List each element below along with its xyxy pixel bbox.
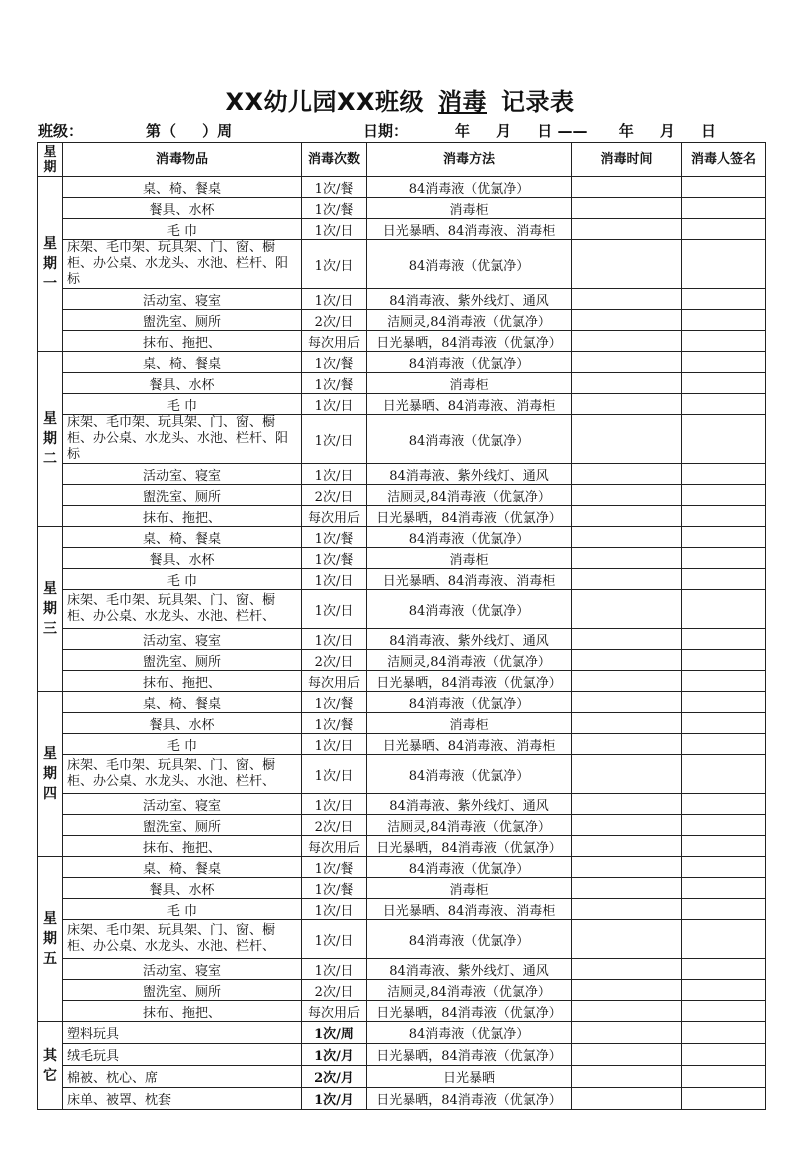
table-row [38, 836, 766, 857]
frequency-cell: 每次用后 [302, 1001, 367, 1022]
method-cell: 消毒柜 [367, 198, 572, 219]
frequency-cell: 1次/日 [302, 569, 367, 590]
table-row [38, 794, 766, 815]
signature-cell[interactable] [682, 1066, 766, 1088]
time-cell[interactable] [572, 394, 682, 415]
title-prefix: XX幼儿园XX班级 [225, 88, 424, 116]
frequency-cell: 2次/日 [302, 815, 367, 836]
item-cell: 盥洗室、厕所 [63, 980, 302, 1001]
time-cell[interactable] [572, 485, 682, 506]
signature-cell[interactable] [682, 836, 766, 857]
frequency-cell: 1次/日 [302, 394, 367, 415]
frequency-cell: 1次/餐 [302, 177, 367, 198]
method-cell: 84消毒液（优氯净） [367, 527, 572, 548]
class-label: 班级： [38, 122, 84, 140]
header-time: 消毒时间 [572, 143, 682, 177]
signature-cell[interactable] [682, 394, 766, 415]
time-cell[interactable] [572, 878, 682, 899]
signature-cell[interactable] [682, 219, 766, 240]
frequency-cell: 1次/日 [302, 959, 367, 980]
item-cell: 毛 巾 [63, 219, 302, 240]
signature-cell[interactable] [682, 198, 766, 219]
time-cell[interactable] [572, 219, 682, 240]
table-row [38, 1022, 766, 1044]
method-cell: 洁厕灵,84消毒液（优氯净） [367, 980, 572, 1001]
table-row [38, 1088, 766, 1110]
table-row [38, 1066, 766, 1088]
title-underlined: 消毒 [438, 88, 487, 116]
frequency-cell: 2次/日 [302, 650, 367, 671]
frequency-cell: 2次/日 [302, 485, 367, 506]
time-cell[interactable] [572, 899, 682, 920]
date-range: 年 月 日 —— 年 月 日 [455, 122, 716, 140]
signature-cell[interactable] [682, 713, 766, 734]
item-cell: 棉被、枕心、席 [63, 1066, 302, 1088]
header-method: 消毒方法 [367, 143, 572, 177]
method-cell: 84消毒液、紫外线灯、通风 [367, 794, 572, 815]
table-row [38, 527, 766, 548]
method-cell: 洁厕灵,84消毒液（优氯净） [367, 310, 572, 331]
time-cell[interactable] [572, 1001, 682, 1022]
signature-cell[interactable] [682, 464, 766, 485]
frequency-cell: 2次/日 [302, 310, 367, 331]
frequency-cell: 1次/日 [302, 899, 367, 920]
method-cell: 84消毒液（优氯净） [367, 755, 572, 794]
item-cell: 床架、毛巾架、玩具架、门、窗、橱柜、办公桌、水龙头、水池、栏杆、阳标 [63, 415, 302, 464]
signature-cell[interactable] [682, 289, 766, 310]
time-cell[interactable] [572, 836, 682, 857]
item-cell: 盥洗室、厕所 [63, 310, 302, 331]
signature-cell[interactable] [682, 240, 766, 289]
signature-cell[interactable] [682, 590, 766, 629]
weekday-cell: 星期二 [38, 352, 63, 527]
time-cell[interactable] [572, 629, 682, 650]
signature-cell[interactable] [682, 177, 766, 198]
table-body [38, 177, 766, 1110]
table-row [38, 650, 766, 671]
signature-cell[interactable] [682, 734, 766, 755]
frequency-cell: 1次/日 [302, 590, 367, 629]
frequency-cell: 每次用后 [302, 671, 367, 692]
item-cell: 毛 巾 [63, 394, 302, 415]
method-cell: 84消毒液、紫外线灯、通风 [367, 959, 572, 980]
item-cell: 绒毛玩具 [63, 1044, 302, 1066]
signature-cell[interactable] [682, 920, 766, 959]
item-cell: 床架、毛巾架、玩具架、门、窗、橱柜、办公桌、水龙头、水池、栏杆、阳标 [63, 240, 302, 289]
item-cell: 餐具、水杯 [63, 713, 302, 734]
method-cell: 洁厕灵,84消毒液（优氯净） [367, 815, 572, 836]
item-cell: 塑料玩具 [63, 1022, 302, 1044]
signature-cell[interactable] [682, 899, 766, 920]
table-row [38, 692, 766, 713]
signature-cell[interactable] [682, 650, 766, 671]
frequency-cell: 1次/日 [302, 415, 367, 464]
time-cell[interactable] [572, 1088, 682, 1110]
signature-cell[interactable] [682, 1088, 766, 1110]
signature-cell[interactable] [682, 671, 766, 692]
frequency-cell: 1次/日 [302, 794, 367, 815]
signature-cell[interactable] [682, 415, 766, 464]
frequency-cell: 1次/日 [302, 464, 367, 485]
method-cell: 消毒柜 [367, 373, 572, 394]
signature-cell[interactable] [682, 373, 766, 394]
method-cell: 日光暴晒、84消毒液、消毒柜 [367, 899, 572, 920]
method-cell: 84消毒液（优氯净） [367, 692, 572, 713]
frequency-cell: 1次/餐 [302, 548, 367, 569]
table-row [38, 289, 766, 310]
frequency-cell: 1次/餐 [302, 692, 367, 713]
signature-cell[interactable] [682, 527, 766, 548]
table-row [38, 506, 766, 527]
time-cell[interactable] [572, 177, 682, 198]
table-row [38, 331, 766, 352]
item-cell: 餐具、水杯 [63, 198, 302, 219]
title-suffix: 记录表 [501, 88, 575, 116]
time-cell[interactable] [572, 569, 682, 590]
weekday-cell: 星期五 [38, 857, 63, 1022]
table-row [38, 394, 766, 415]
frequency-cell: 1次/日 [302, 240, 367, 289]
item-cell: 毛 巾 [63, 899, 302, 920]
table-row [38, 671, 766, 692]
table-row [38, 548, 766, 569]
table-row [38, 734, 766, 755]
signature-cell[interactable] [682, 755, 766, 794]
time-cell[interactable] [572, 590, 682, 629]
signature-cell[interactable] [682, 815, 766, 836]
item-cell: 床单、被罩、枕套 [63, 1088, 302, 1110]
method-cell: 84消毒液、紫外线灯、通风 [367, 289, 572, 310]
table-row [38, 713, 766, 734]
signature-cell[interactable] [682, 310, 766, 331]
table-row [38, 198, 766, 219]
method-cell: 84消毒液（优氯净） [367, 415, 572, 464]
frequency-cell: 1次/周 [302, 1022, 367, 1044]
signature-cell[interactable] [682, 485, 766, 506]
signature-cell[interactable] [682, 959, 766, 980]
method-cell: 84消毒液（优氯净） [367, 177, 572, 198]
weekday-cell: 星期三 [38, 527, 63, 692]
method-cell: 日光暴晒，84消毒液（优氯净） [367, 331, 572, 352]
frequency-cell: 1次/餐 [302, 352, 367, 373]
item-cell: 活动室、寝室 [63, 794, 302, 815]
frequency-cell: 1次/餐 [302, 713, 367, 734]
weekday-cell: 星期四 [38, 692, 63, 857]
time-cell[interactable] [572, 415, 682, 464]
header-weekday: 星期 [38, 143, 63, 177]
method-cell: 洁厕灵,84消毒液（优氯净） [367, 485, 572, 506]
time-cell[interactable] [572, 857, 682, 878]
disinfection-record-table [37, 142, 766, 1110]
item-cell: 盥洗室、厕所 [63, 650, 302, 671]
frequency-cell: 1次/日 [302, 920, 367, 959]
frequency-cell: 1次/日 [302, 734, 367, 755]
method-cell: 日光暴晒，84消毒液（优氯净） [367, 1088, 572, 1110]
table-header-row [38, 143, 766, 177]
item-cell: 餐具、水杯 [63, 548, 302, 569]
method-cell: 日光暴晒，84消毒液（优氯净） [367, 836, 572, 857]
header-signature: 消毒人签名 [682, 143, 766, 177]
table-row [38, 899, 766, 920]
table-row [38, 755, 766, 794]
item-cell: 桌、椅、餐桌 [63, 177, 302, 198]
time-cell[interactable] [572, 671, 682, 692]
frequency-cell: 1次/餐 [302, 878, 367, 899]
frequency-cell: 1次/日 [302, 289, 367, 310]
time-cell[interactable] [572, 548, 682, 569]
page-title [0, 82, 800, 117]
method-cell: 日光暴晒，84消毒液（优氯净） [367, 1044, 572, 1066]
time-cell[interactable] [572, 373, 682, 394]
method-cell: 日光暴晒、84消毒液、消毒柜 [367, 569, 572, 590]
frequency-cell: 1次/餐 [302, 857, 367, 878]
method-cell: 消毒柜 [367, 548, 572, 569]
weekday-cell: 其它 [38, 1022, 63, 1110]
time-cell[interactable] [572, 815, 682, 836]
weekday-cell: 星期一 [38, 177, 63, 352]
table-row [38, 857, 766, 878]
item-cell: 餐具、水杯 [63, 878, 302, 899]
item-cell: 床架、毛巾架、玩具架、门、窗、橱柜、办公桌、水龙头、水池、栏杆、 [63, 920, 302, 959]
signature-cell[interactable] [682, 1001, 766, 1022]
frequency-cell: 2次/月 [302, 1066, 367, 1088]
method-cell: 84消毒液（优氯净） [367, 240, 572, 289]
frequency-cell: 每次用后 [302, 506, 367, 527]
signature-cell[interactable] [682, 331, 766, 352]
week-label: 第（ ）周 [146, 122, 233, 140]
item-cell: 抹布、拖把、 [63, 331, 302, 352]
table-row [38, 590, 766, 629]
item-cell: 床架、毛巾架、玩具架、门、窗、橱柜、办公桌、水龙头、水池、栏杆、 [63, 755, 302, 794]
time-cell[interactable] [572, 464, 682, 485]
table-row [38, 310, 766, 331]
table-row [38, 464, 766, 485]
signature-cell[interactable] [682, 1044, 766, 1066]
method-cell: 消毒柜 [367, 878, 572, 899]
item-cell: 床架、毛巾架、玩具架、门、窗、橱柜、办公桌、水龙头、水池、栏杆、 [63, 590, 302, 629]
method-cell: 84消毒液（优氯净） [367, 352, 572, 373]
time-cell[interactable] [572, 1044, 682, 1066]
table-row [38, 219, 766, 240]
table-row [38, 629, 766, 650]
item-cell: 活动室、寝室 [63, 959, 302, 980]
method-cell: 日光暴晒，84消毒液（优氯净） [367, 506, 572, 527]
table-row [38, 485, 766, 506]
time-cell[interactable] [572, 310, 682, 331]
signature-cell[interactable] [682, 1022, 766, 1044]
table-row [38, 815, 766, 836]
time-cell[interactable] [572, 1066, 682, 1088]
table-row [38, 920, 766, 959]
method-cell: 84消毒液（优氯净） [367, 920, 572, 959]
method-cell: 84消毒液（优氯净） [367, 1022, 572, 1044]
table-row [38, 240, 766, 289]
time-cell[interactable] [572, 980, 682, 1001]
time-cell[interactable] [572, 713, 682, 734]
method-cell: 日光暴晒、84消毒液、消毒柜 [367, 219, 572, 240]
table-row [38, 569, 766, 590]
item-cell: 餐具、水杯 [63, 373, 302, 394]
table-row [38, 980, 766, 1001]
method-cell: 消毒柜 [367, 713, 572, 734]
item-cell: 盥洗室、厕所 [63, 815, 302, 836]
time-cell[interactable] [572, 755, 682, 794]
item-cell: 活动室、寝室 [63, 629, 302, 650]
frequency-cell: 2次/日 [302, 980, 367, 1001]
frequency-cell: 每次用后 [302, 331, 367, 352]
method-cell: 84消毒液、紫外线灯、通风 [367, 629, 572, 650]
table-row [38, 1001, 766, 1022]
time-cell[interactable] [572, 506, 682, 527]
time-cell[interactable] [572, 331, 682, 352]
item-cell: 抹布、拖把、 [63, 1001, 302, 1022]
time-cell[interactable] [572, 692, 682, 713]
frequency-cell: 1次/日 [302, 629, 367, 650]
method-cell: 84消毒液、紫外线灯、通风 [367, 464, 572, 485]
item-cell: 桌、椅、餐桌 [63, 352, 302, 373]
table-row [38, 1044, 766, 1066]
method-cell: 84消毒液（优氯净） [367, 857, 572, 878]
header-item: 消毒物品 [63, 143, 302, 177]
method-cell: 日光暴晒，84消毒液（优氯净） [367, 1001, 572, 1022]
date-label: 日期： [363, 122, 409, 140]
table-row [38, 415, 766, 464]
time-cell[interactable] [572, 289, 682, 310]
item-cell: 毛 巾 [63, 734, 302, 755]
time-cell[interactable] [572, 794, 682, 815]
table-row [38, 959, 766, 980]
signature-cell[interactable] [682, 629, 766, 650]
method-cell: 洁厕灵,84消毒液（优氯净） [367, 650, 572, 671]
signature-cell[interactable] [682, 548, 766, 569]
signature-cell[interactable] [682, 692, 766, 713]
frequency-cell: 1次/餐 [302, 373, 367, 394]
time-cell[interactable] [572, 1022, 682, 1044]
signature-cell[interactable] [682, 569, 766, 590]
frequency-cell: 1次/月 [302, 1088, 367, 1110]
time-cell[interactable] [572, 734, 682, 755]
time-cell[interactable] [572, 198, 682, 219]
method-cell: 日光暴晒、84消毒液、消毒柜 [367, 734, 572, 755]
signature-cell[interactable] [682, 878, 766, 899]
frequency-cell: 1次/月 [302, 1044, 367, 1066]
time-cell[interactable] [572, 920, 682, 959]
time-cell[interactable] [572, 650, 682, 671]
time-cell[interactable] [572, 352, 682, 373]
item-cell: 活动室、寝室 [63, 289, 302, 310]
frequency-cell: 1次/日 [302, 219, 367, 240]
item-cell: 桌、椅、餐桌 [63, 857, 302, 878]
item-cell: 桌、椅、餐桌 [63, 692, 302, 713]
item-cell: 桌、椅、餐桌 [63, 527, 302, 548]
table-row [38, 352, 766, 373]
header-frequency: 消毒次数 [302, 143, 367, 177]
item-cell: 抹布、拖把、 [63, 506, 302, 527]
signature-cell[interactable] [682, 794, 766, 815]
signature-cell[interactable] [682, 980, 766, 1001]
table-row [38, 177, 766, 198]
item-cell: 活动室、寝室 [63, 464, 302, 485]
frequency-cell: 1次/日 [302, 755, 367, 794]
table-row [38, 878, 766, 899]
time-cell[interactable] [572, 240, 682, 289]
method-cell: 日光暴晒、84消毒液、消毒柜 [367, 394, 572, 415]
item-cell: 毛 巾 [63, 569, 302, 590]
time-cell[interactable] [572, 959, 682, 980]
frequency-cell: 每次用后 [302, 836, 367, 857]
item-cell: 盥洗室、厕所 [63, 485, 302, 506]
time-cell[interactable] [572, 527, 682, 548]
frequency-cell: 1次/餐 [302, 527, 367, 548]
method-cell: 84消毒液（优氯净） [367, 590, 572, 629]
signature-cell[interactable] [682, 352, 766, 373]
frequency-cell: 1次/餐 [302, 198, 367, 219]
signature-cell[interactable] [682, 857, 766, 878]
table-row [38, 373, 766, 394]
method-cell: 日光暴晒 [367, 1066, 572, 1088]
item-cell: 抹布、拖把、 [63, 671, 302, 692]
item-cell: 抹布、拖把、 [63, 836, 302, 857]
method-cell: 日光暴晒，84消毒液（优氯净） [367, 671, 572, 692]
signature-cell[interactable] [682, 506, 766, 527]
